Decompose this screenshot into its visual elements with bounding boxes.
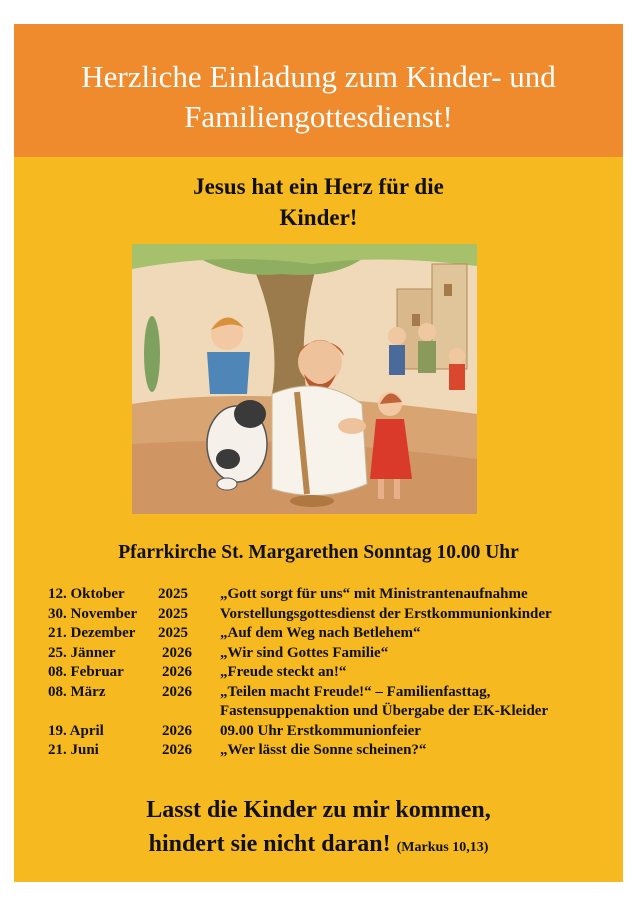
- schedule-title: „Wer lässt die Sonne scheinen?“: [220, 742, 427, 758]
- header-banner: [14, 24, 623, 157]
- jesus-with-children-illustration: [132, 244, 477, 514]
- bible-reference: (Markus 10,13): [396, 840, 489, 855]
- closing-quote-line-2: [14, 831, 623, 858]
- schedule-date: 30. November: [48, 605, 138, 622]
- schedule-date: 21. Dezember: [48, 625, 136, 641]
- schedule-year: 2026: [162, 722, 192, 739]
- service-schedule: [48, 585, 623, 761]
- schedule-row: [48, 624, 623, 644]
- schedule-title: Vorstellungsgottesdienst der Erstkommunionkinder: [220, 605, 552, 622]
- schedule-date: 25. Jänner: [48, 644, 116, 661]
- schedule-year: 2026: [162, 664, 192, 680]
- schedule-date: 08. März: [48, 683, 106, 700]
- schedule-year: 2025: [158, 586, 188, 602]
- banner-title-line-1: Herzliche Einladung zum Kinder- und: [81, 59, 556, 94]
- closing-quote-line-1: Lasst die Kinder zu mir kommen,: [146, 797, 491, 823]
- subtitle-line-2: Kinder!: [279, 205, 358, 230]
- schedule-row: [48, 683, 623, 703]
- schedule-year: 2026: [162, 742, 192, 758]
- schedule-date: 19. April: [48, 722, 104, 739]
- schedule-title: „Auf dem Weg nach Betlehem“: [220, 625, 421, 641]
- schedule-title: „Gott sorgt für uns“ mit Ministrantenaufnahme: [220, 586, 528, 602]
- schedule-year: 2026: [162, 644, 192, 661]
- schedule-row: [48, 663, 623, 683]
- schedule-row: [48, 605, 623, 625]
- schedule-date: 12. Oktober: [48, 586, 125, 602]
- schedule-year: 2026: [162, 683, 192, 700]
- church-and-time: Pfarrkirche St. Margarethen Sonntag 10.00 Uhr: [118, 542, 519, 563]
- schedule-year: 2025: [158, 625, 188, 641]
- banner-title-line-2: Familiengottesdienst!: [184, 99, 453, 134]
- schedule-row: [48, 644, 623, 664]
- closing-quote-text: hindert sie nicht daran!: [148, 831, 391, 857]
- subtitle-line-1: Jesus hat ein Herz für die: [193, 174, 444, 199]
- schedule-title: „Wir sind Gottes Familie“: [220, 644, 389, 661]
- schedule-row: [48, 585, 623, 605]
- schedule-title: Fastensuppenaktion und Übergabe der EK-Kleider: [220, 703, 549, 719]
- schedule-title: 09.00 Uhr Erstkommunionfeier: [220, 722, 421, 739]
- schedule-date: 08. Februar: [48, 664, 124, 680]
- schedule-title: „Freude steckt an!“: [220, 664, 347, 680]
- poster: [14, 24, 623, 882]
- schedule-title: „Teilen macht Freude!“ – Familienfasttag,: [220, 683, 491, 700]
- schedule-row: [48, 741, 623, 761]
- schedule-date: 21. Juni: [48, 742, 99, 758]
- schedule-year: 2025: [158, 605, 188, 622]
- schedule-row: [48, 722, 623, 742]
- schedule-row-continuation: [48, 702, 623, 722]
